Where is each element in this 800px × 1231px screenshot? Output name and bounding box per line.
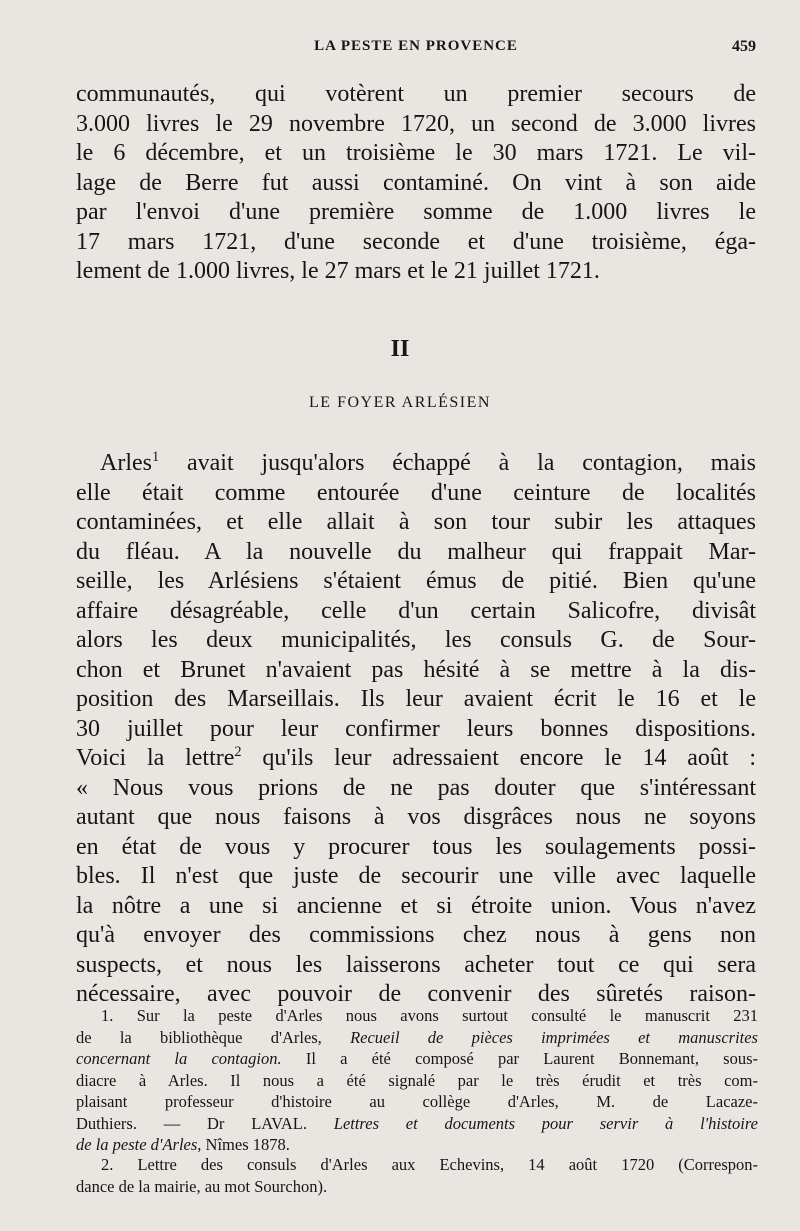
text-line: 17 mars 1721, d'une seconde et d'une troisième, éga- [76,228,756,255]
text-line: en état de vous y procurer tous les soulagements possi- [76,833,756,860]
text-run-italic: Recueil de pièces imprimées et manuscrites [350,1027,758,1047]
section-numeral: II [390,336,410,362]
text-line: nécessaire, avec pouvoir de convenir des sûretés raison- [76,981,756,1007]
text-line: suspects, et nous les laisserons acheter tout ce qui sera [76,951,756,978]
text-line: alors les deux municipalités, les consuls G. de Sour- [76,627,756,653]
text-line: par l'envoi d'une première somme de 1.000 livres le [76,199,756,225]
text-line [76,744,756,774]
text-line [76,449,756,479]
text-line: la nôtre a une si ancienne et si étroite union. Vous n'avez [76,892,756,919]
footnote-ref: 2 [234,744,242,760]
footnote-line: plaisant professeur d'histoire au collège d'Arles, M. de Lacaze- [76,1092,758,1111]
paragraph-main [76,449,756,1010]
section-title: LE FOYER ARLÉSIEN [309,394,491,411]
footnote-line [76,1027,758,1049]
text-line: elle était comme entourée d'une ceinture de localités [76,479,756,506]
text-line: bles. Il n'est que juste de secourir une ville avec laquelle [76,863,756,889]
text-run: Il a été composé par Laurent Bonnemant, sous- [281,1049,758,1068]
running-title: LA PESTE EN PROVENCE [314,38,518,54]
text-line: le 6 décembre, et un troisième le 30 mars 1721. Le vil- [76,140,756,166]
running-head [76,38,756,58]
text-run-italic: concernant la contagion. [76,1049,282,1068]
footnote-line [76,1113,758,1135]
text-run: avait jusqu'alors échappé à la contagion, mais [159,450,756,476]
text-line: 3.000 livres le 29 novembre 1720, un second de 3.000 livres [76,110,756,137]
footnote-line: 1. Sur la peste d'Arles nous avons surtout consulté le manuscrit 231 [101,1006,758,1025]
text-run: qu'ils leur adressaient encore le 14 août : [241,745,756,771]
text-line: 30 juillet pour leur confirmer leurs bonnes dispositions. [76,715,756,742]
text-run: Duthiers. — Dr LAVAL. [76,1113,334,1133]
text-line: « Nous vous prions de ne pas douter que s'intéressant [76,774,756,801]
footnote-ref: 1 [151,449,160,465]
page-number: 459 [732,38,756,55]
footnote-2 [76,1154,758,1197]
text-line: position des Marseillais. Ils leur avaient écrit le 16 et le [76,686,756,712]
text-run: Nîmes 1878. [201,1135,290,1154]
text-run: Voici la lettre [76,745,235,771]
paragraph-top [76,80,756,287]
text-line: du fléau. A la nouvelle du malheur qui frappait Mar- [76,538,756,565]
text-line: autant que nous faisons à vos disgrâces nous ne soyons [76,804,756,830]
footnote-line: 2. Lettre des consuls d'Arles aux Echevins, 14 août 1720 (Correspon- [101,1155,758,1174]
text-run: de la bibliothèque d'Arles, [76,1027,351,1047]
text-line: seille, les Arlésiens s'étaient émus de pitié. Bien qu'une [76,568,756,594]
footnote-line: diacre à Arles. Il nous a été signalé par le très érudit et très com- [76,1070,758,1090]
footnote-line [76,1134,758,1156]
text-run-italic: de la peste d'Arles, [76,1135,202,1154]
text-line: chon et Brunet n'avaient pas hésité à se mettre à la dis- [76,656,756,683]
text-run: Arles [100,450,152,476]
text-line: communautés, qui votèrent un premier secours de [76,81,756,107]
text-line: qu'à envoyer des commissions chez nous à gens non [76,922,756,948]
text-line: affaire désagréable, celle d'un certain Salicofre, divisât [76,597,756,624]
text-line: contaminées, et elle allait à son tour subir les attaques [76,509,756,535]
text-line: lement de 1.000 livres, le 27 mars et le 21 juillet 1721. [76,258,600,284]
footnote-line [76,1048,758,1070]
text-line: lage de Berre fut aussi contaminé. On vint à son aide [76,169,756,196]
text-run-italic: Lettres et documents pour servir à l'histoire [333,1113,758,1133]
footnote-1 [76,1005,758,1156]
footnote-line: dance de la mairie, au mot Sourchon). [76,1176,328,1196]
